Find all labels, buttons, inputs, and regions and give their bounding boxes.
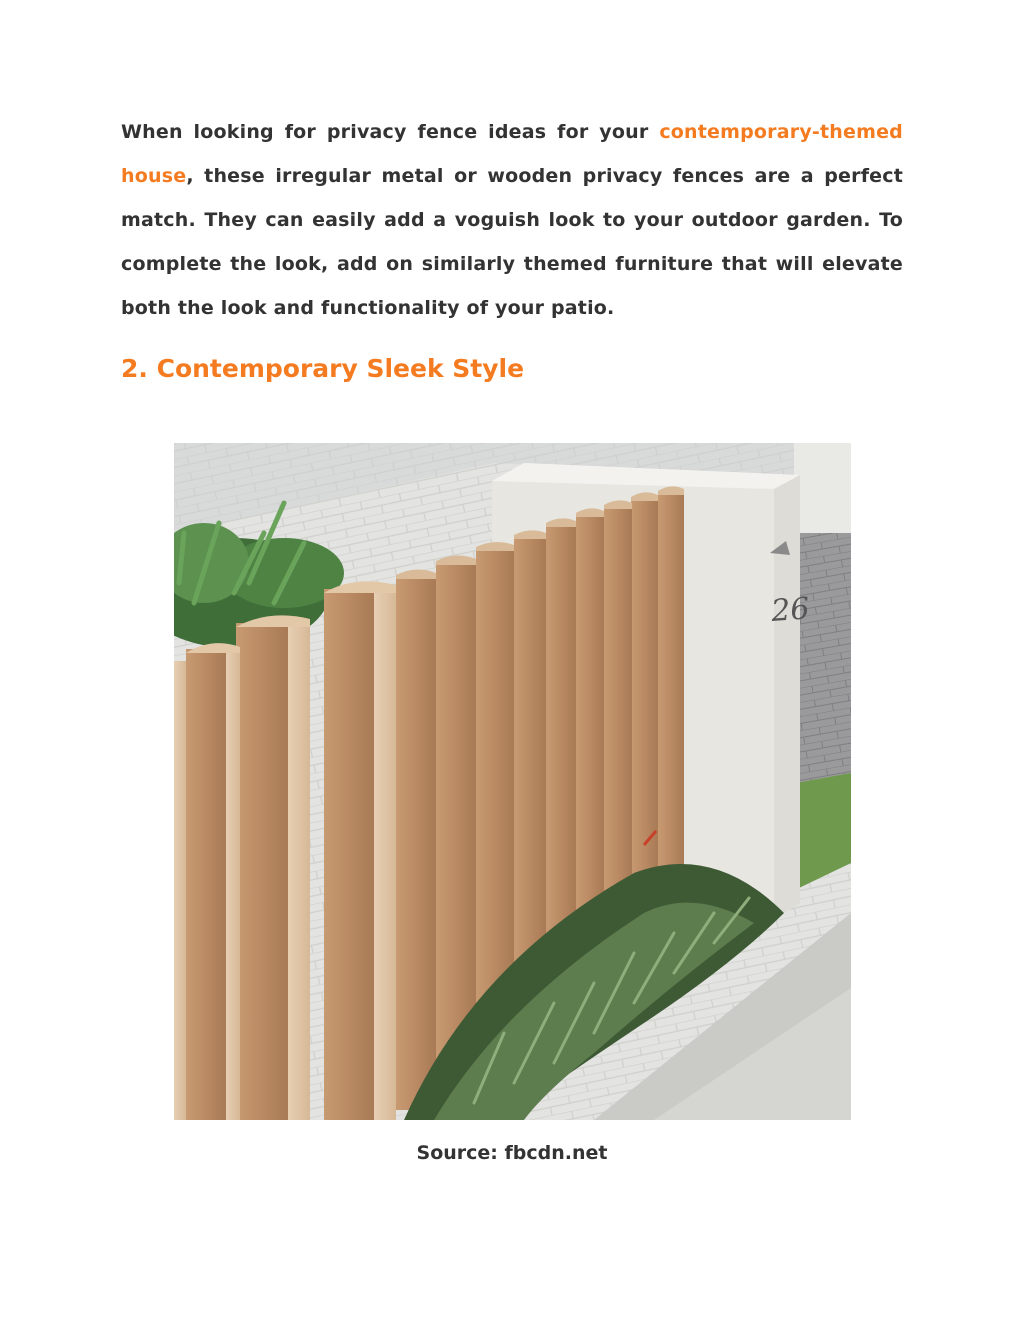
intro-paragraph [121, 110, 903, 330]
section-heading: 2. Contemporary Sleek Style [121, 354, 525, 383]
paragraph-text-start: When looking for privacy fence ideas for your [121, 121, 660, 143]
house-number: 26 [770, 591, 811, 629]
fence-photo-illustration [174, 443, 851, 1120]
image-caption: Source: fbcdn.net [416, 1142, 608, 1164]
contemporary-house-link[interactable]: contemporary-themed house [121, 121, 903, 187]
fence-photo [174, 443, 851, 1120]
paragraph-text-end: , these irregular metal or wooden privacy fences are a perfect match. They can easily add a voguish look to your outdoor garden. To complete the look, add on similarly themed furniture that will elevate both the look and functionality of your patio. [121, 165, 903, 319]
